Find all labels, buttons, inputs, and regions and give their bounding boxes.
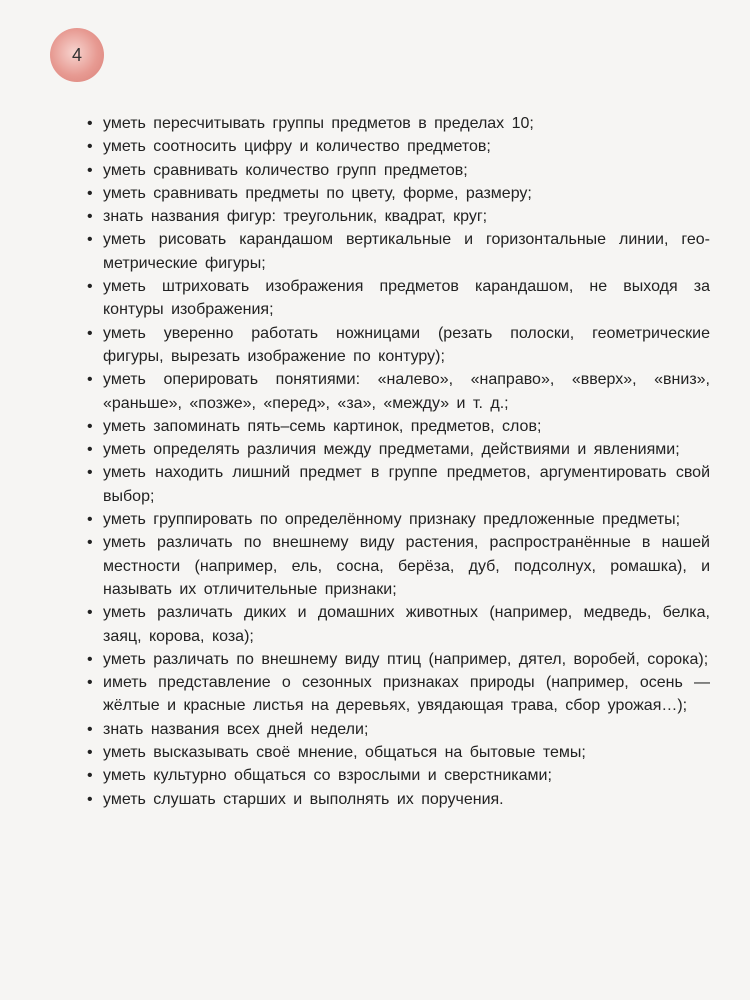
list-item: • уметь соотносить цифру и количество предметов; bbox=[85, 135, 710, 158]
list-item: • уметь сравнивать предметы по цвету, форме, размеру; bbox=[85, 182, 710, 205]
list-item: • уметь уверенно работать ножницами (резать полоски, геометрические фигуры, вырезать изображение по контуру); bbox=[85, 322, 710, 369]
list-item: • уметь определять различия между предметами, действиями и явлениями; bbox=[85, 438, 710, 461]
list-item: • уметь штриховать изображения предметов карандашом, не выходя за контуры изображения; bbox=[85, 275, 710, 322]
list-item: • иметь представление о сезонных признаках природы (например, осень — жёлтые и красные листья на деревьях, увядающая трава, сбор урожая…); bbox=[85, 671, 710, 718]
list-item: • уметь сравнивать количество групп предметов; bbox=[85, 159, 710, 182]
page-number-badge bbox=[50, 28, 104, 82]
list-item: • уметь находить лишний предмет в группе предметов, аргументировать свой выбор; bbox=[85, 461, 710, 508]
list-item: • уметь различать диких и домашних животных (например, медведь, белка, заяц, корова, коза); bbox=[85, 601, 710, 648]
list-item: • знать названия всех дней недели; bbox=[85, 718, 710, 741]
list-item: • уметь слушать старших и выполнять их поручения. bbox=[85, 788, 710, 811]
list-item: • уметь оперировать понятиями: «налево», «направо», «вверх», «вниз», «раньше», «позже», «перед», «за», «между» и т. д.; bbox=[85, 368, 710, 415]
skills-list bbox=[85, 112, 710, 811]
list-item: • уметь группировать по определённому признаку предложенные предметы; bbox=[85, 508, 710, 531]
list-item: • уметь различать по внешнему виду птиц (например, дятел, воробей, сорока); bbox=[85, 648, 710, 671]
list-item: • уметь пересчитывать группы предметов в пределах 10; bbox=[85, 112, 710, 135]
list-item: • знать названия фигур: треугольник, квадрат, круг; bbox=[85, 205, 710, 228]
list-item: • уметь высказывать своё мнение, общаться на бытовые темы; bbox=[85, 741, 710, 764]
list-item: • уметь различать по внешнему виду растения, распространённые в нашей местности (например, ель, сосна, берёза, дуб, подсолнух, ромашка), и называть их отличительные признаки; bbox=[85, 531, 710, 601]
page-number: 4 bbox=[71, 44, 82, 65]
list-item: • уметь культурно общаться со взрослыми и сверстниками; bbox=[85, 764, 710, 787]
list-item: • уметь рисовать карандашом вертикальные и горизонтальные линии, геометрические фигуры; bbox=[85, 228, 710, 275]
list-item: • уметь запоминать пять–семь картинок, предметов, слов; bbox=[85, 415, 710, 438]
